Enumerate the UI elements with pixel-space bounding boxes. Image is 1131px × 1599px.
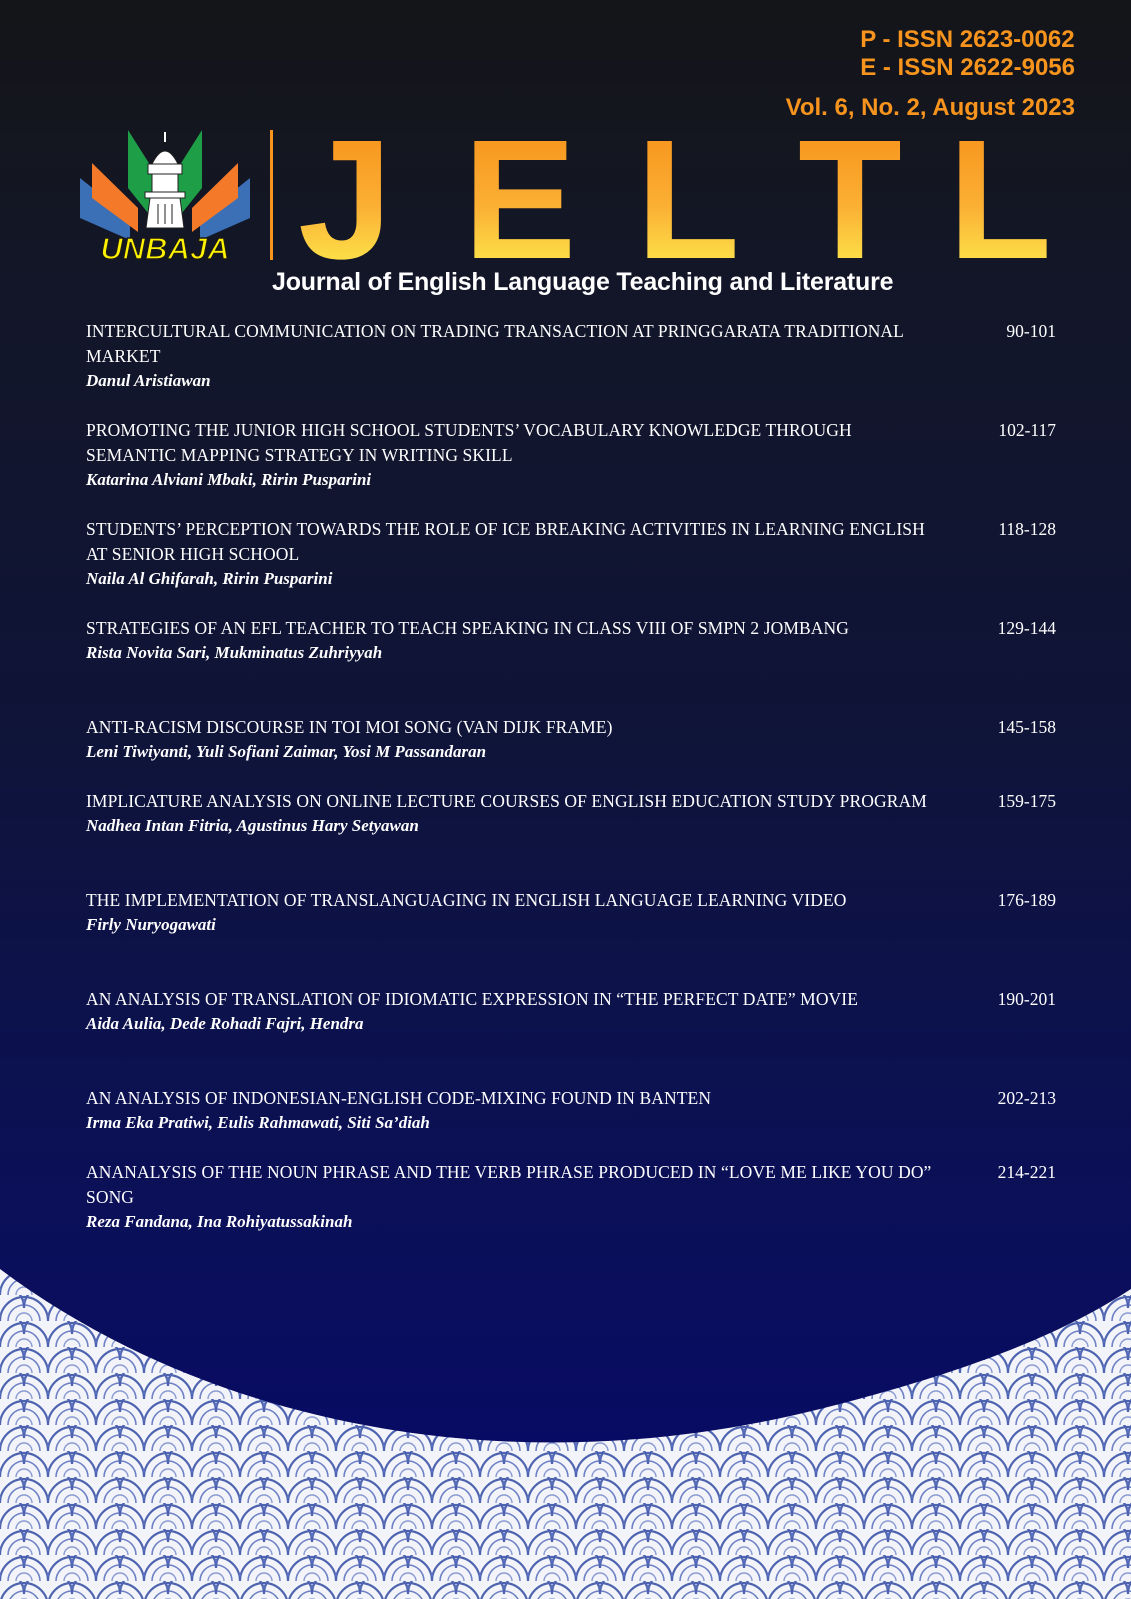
article-authors: Reza Fandana, Ina Rohiyatussakinah: [86, 1212, 353, 1231]
article-title: THE IMPLEMENTATION OF TRANSLANGUAGING IN ENGLISH LANGUAGE LEARNING VIDEO: [86, 890, 847, 910]
article-entry[interactable]: [86, 715, 1056, 789]
volume-info: Vol. 6, No. 2, August 2023: [785, 94, 1075, 121]
article-authors: Firly Nuryogawati: [86, 915, 216, 934]
logo-text: UNBAJA: [100, 231, 230, 266]
article-title: AN ANALYSIS OF TRANSLATION OF IDIOMATIC EXPRESSION IN “THE PERFECT DATE” MOVIE: [86, 989, 859, 1009]
article-title: ANANALYSIS OF THE NOUN PHRASE AND THE VERB PHRASE PRODUCED IN “LOVE ME LIKE YOU DO” SONG: [86, 1162, 932, 1207]
article-pages: 118-128: [998, 519, 1056, 539]
article-pages: 176-189: [997, 890, 1056, 910]
acronym-letter-e: E: [463, 105, 577, 295]
article-pages: 90-101: [1006, 321, 1056, 341]
batik-wave-pattern: [0, 1269, 1131, 1599]
print-issn: P - ISSN 2623-0062: [860, 26, 1075, 53]
electronic-issn: E - ISSN 2622-9056: [860, 54, 1075, 81]
article-title: IMPLICATURE ANALYSIS ON ONLINE LECTURE COURSES OF ENGLISH EDUCATION STUDY PROGRAM: [86, 791, 927, 811]
article-authors: Aida Aulia, Dede Rohadi Fajri, Hendra: [86, 1014, 364, 1033]
article-entry[interactable]: [86, 418, 1056, 517]
article-title: STUDENTS’ PERCEPTION TOWARDS THE ROLE OF ICE BREAKING ACTIVITIES IN LEARNING ENGLISH AT SENIOR HIGH SCHOOL: [86, 519, 925, 564]
acronym-letter-l2: L: [948, 105, 1052, 295]
article-authors: Nadhea Intan Fitria, Agustinus Hary Setyawan: [86, 816, 419, 835]
article-entry[interactable]: [86, 1086, 1056, 1160]
article-pages: 202-213: [997, 1088, 1056, 1108]
article-title: AN ANALYSIS OF INDONESIAN-ENGLISH CODE-MIXING FOUND IN BANTEN: [86, 1088, 712, 1108]
article-entry[interactable]: [86, 616, 1056, 715]
article-pages: 159-175: [997, 791, 1056, 811]
article-authors: Leni Tiwiyanti, Yuli Sofiani Zaimar, Yosi M Passandaran: [86, 742, 487, 761]
article-pages: 145-158: [997, 717, 1056, 737]
table-of-contents: [86, 319, 1056, 1234]
article-entry[interactable]: [86, 319, 1056, 418]
article-entry[interactable]: [86, 517, 1056, 616]
article-entry[interactable]: [86, 987, 1056, 1086]
article-entry[interactable]: [86, 1160, 1056, 1234]
article-title: STRATEGIES OF AN EFL TEACHER TO TEACH SPEAKING IN CLASS VIII OF SMPN 2 JOMBANG: [86, 618, 849, 638]
article-pages: 102-117: [998, 420, 1056, 440]
issn-block: [860, 26, 1075, 82]
acronym-letter-j: J: [298, 105, 393, 295]
article-authors: Rista Novita Sari, Mukminatus Zuhriyyah: [86, 643, 383, 662]
acronym-letter-t: T: [798, 105, 902, 295]
article-title: PROMOTING THE JUNIOR HIGH SCHOOL STUDENTS’ VOCABULARY KNOWLEDGE THROUGH SEMANTIC MAPPING STRATEGY IN WRITING SKILL: [86, 420, 852, 465]
article-authors: Irma Eka Pratiwi, Eulis Rahmawati, Siti Sa’diah: [86, 1113, 430, 1132]
article-pages: 190-201: [997, 989, 1056, 1009]
article-authors: Katarina Alviani Mbaki, Ririn Pusparini: [86, 470, 372, 489]
article-title: INTERCULTURAL COMMUNICATION ON TRADING TRANSACTION AT PRINGGARATA TRADITIONAL MARKET: [86, 321, 904, 366]
unbaja-logo: [80, 128, 250, 268]
journal-full-title: Journal of English Language Teaching and Literature: [272, 268, 894, 296]
article-entry[interactable]: [86, 888, 1056, 987]
article-authors: Danul Aristiawan: [86, 371, 211, 390]
logo-divider: [270, 130, 273, 260]
article-pages: 129-144: [997, 618, 1056, 638]
acronym-letter-l: L: [636, 105, 740, 295]
article-entry[interactable]: [86, 789, 1056, 888]
article-title: ANTI-RACISM DISCOURSE IN TOI MOI SONG (VAN DIJK FRAME): [86, 717, 613, 737]
article-pages: 214-221: [997, 1162, 1056, 1182]
article-authors: Naila Al Ghifarah, Ririn Pusparini: [86, 569, 333, 588]
